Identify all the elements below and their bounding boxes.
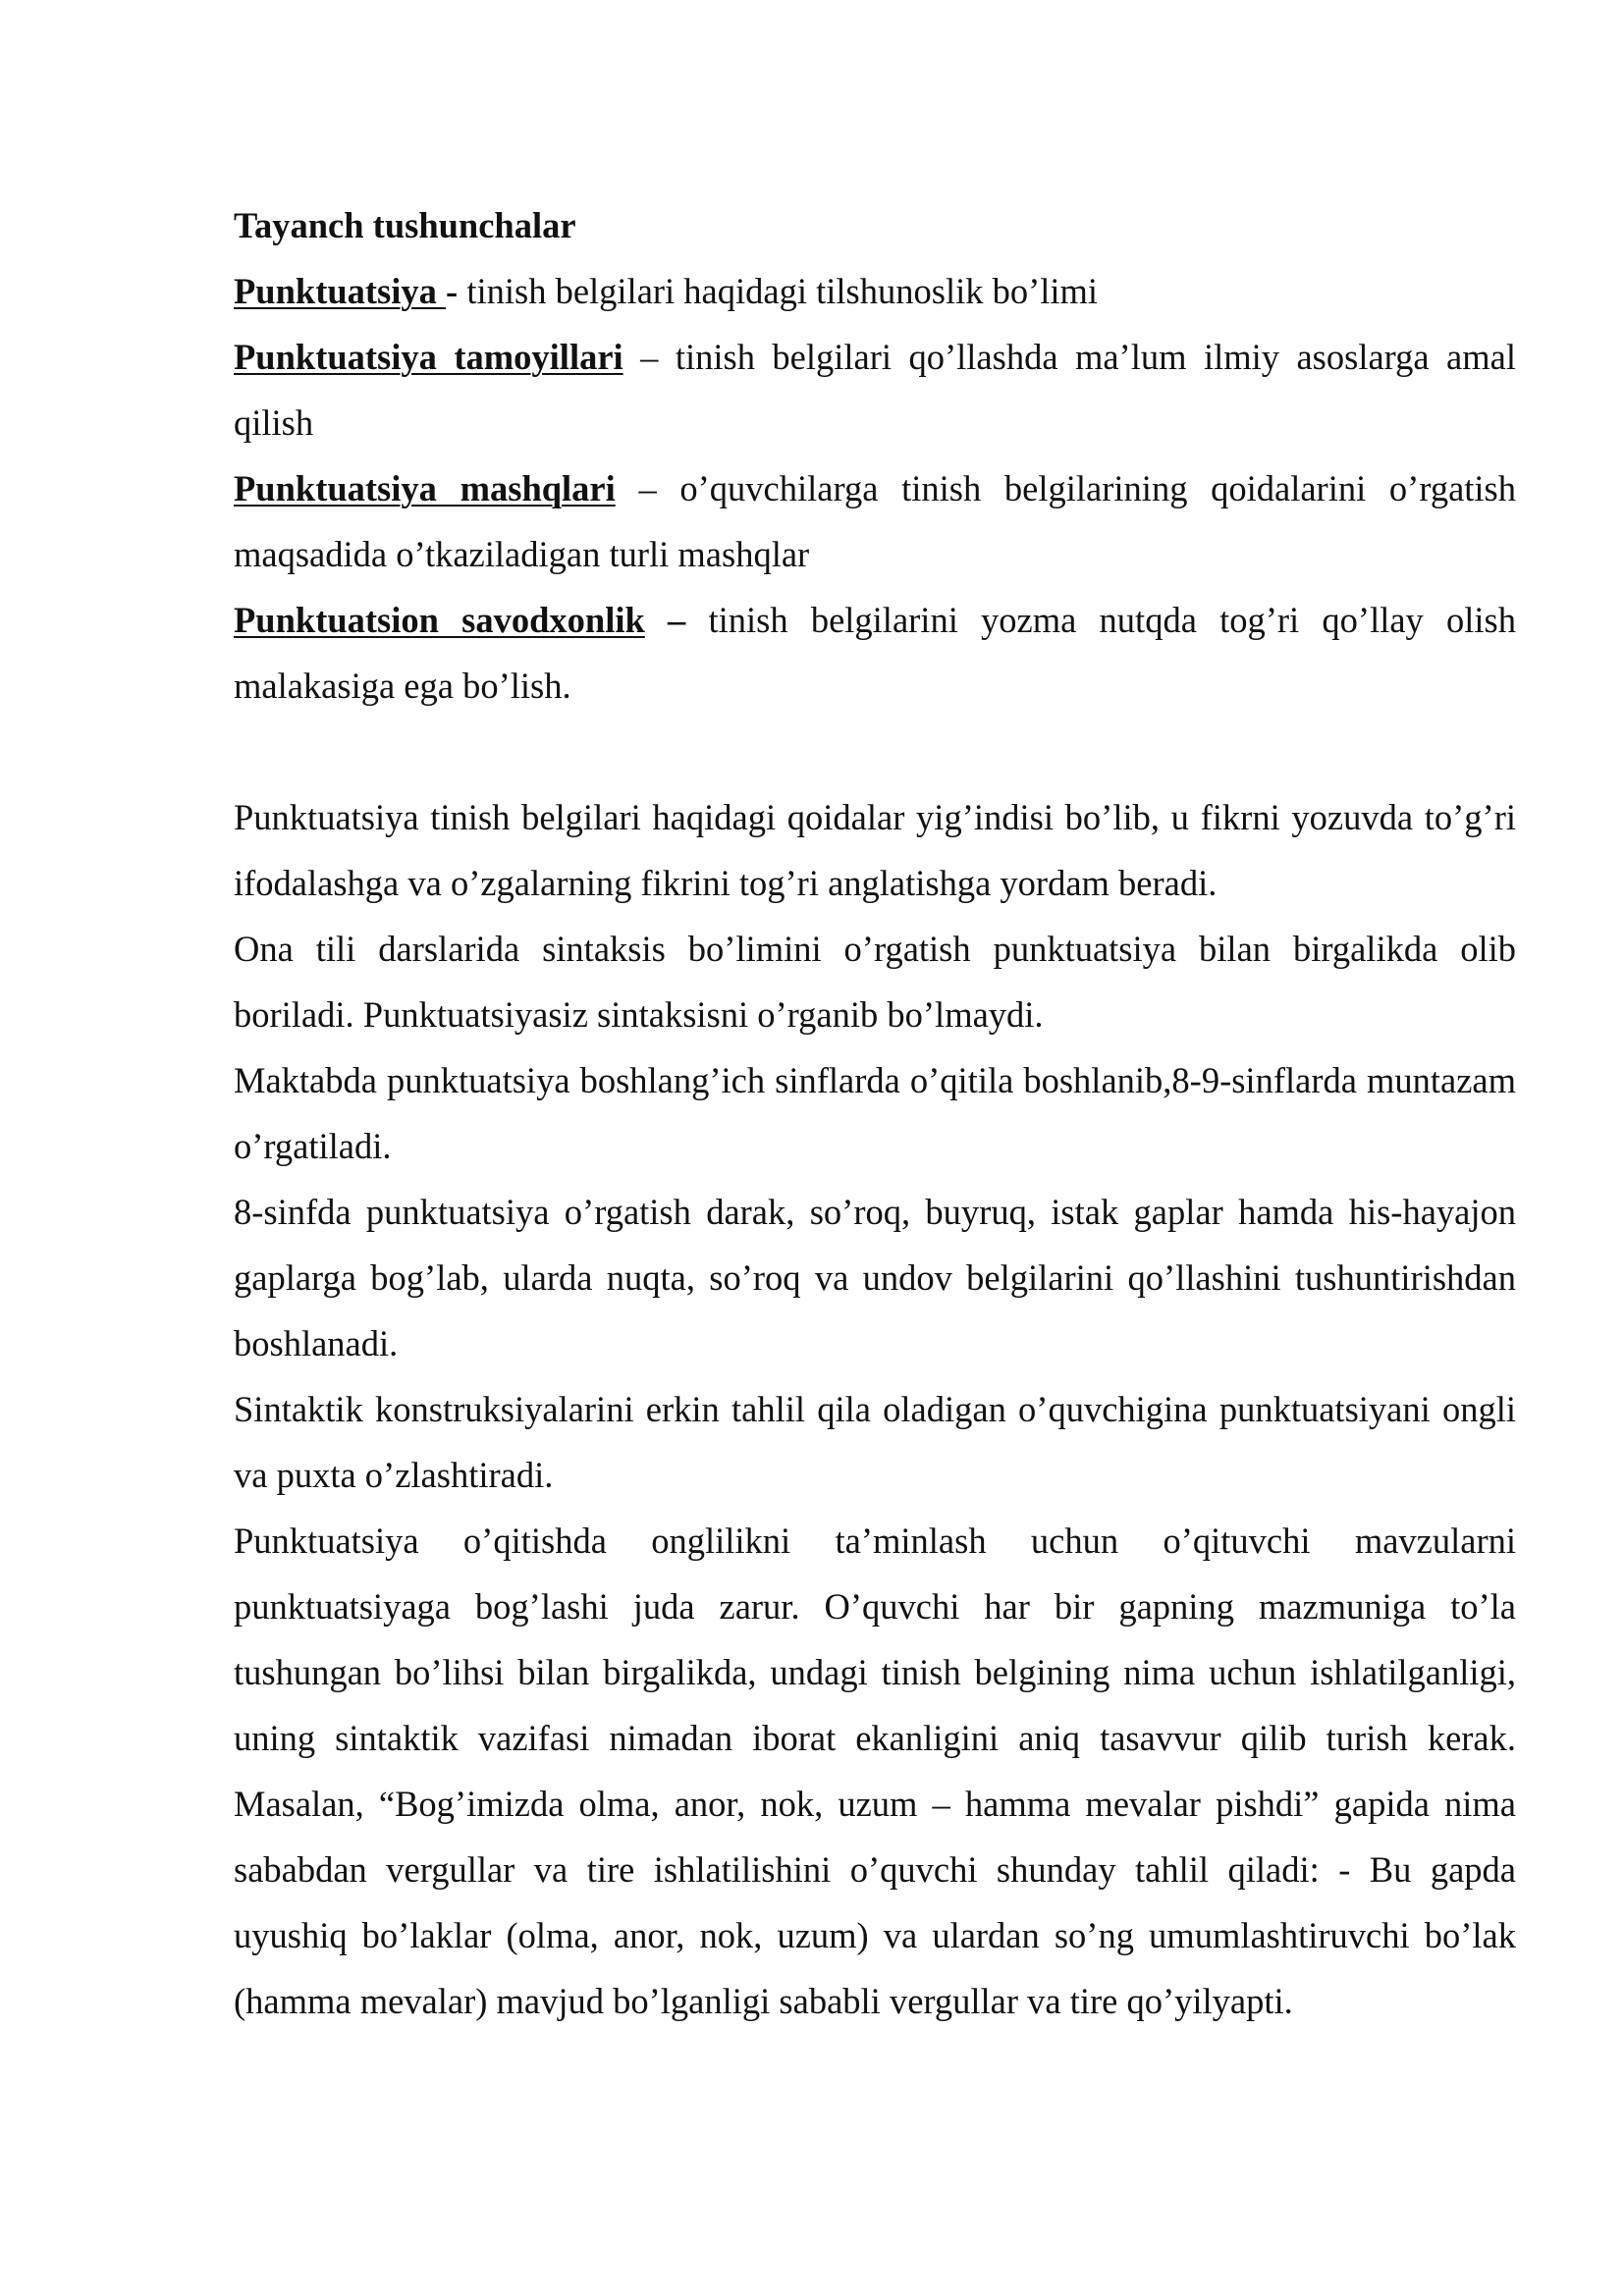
term-1-separator: - [446, 271, 467, 311]
term-4-separator: – [644, 600, 709, 640]
definition-3: o’quvchilarga tinish belgilarining qoidalarini o’rgatish maqsadida o’tkaziladigan turli mashqlar [234, 468, 1517, 574]
body-paragraph-2: Ona tili darslarida sintaksis bo’limini o’rgatish punktuatsiya bilan birgalikda olib boriladi. Punktuatsiyasiz sintaksisni o’rganib bo’lmaydi. [234, 929, 1516, 1035]
definition-2: tinish belgilari qo’llashda ma’lum ilmiy asoslarga amal qilish [234, 337, 1516, 443]
term-2-separator: – [623, 337, 676, 377]
term-3: Punktuatsiya mashqlari [234, 468, 616, 508]
document-page [234, 192, 1516, 2034]
term-3-separator: – [615, 468, 680, 508]
term-definition-4 [234, 587, 1516, 719]
body-paragraph-1: Punktuatsiya tinish belgilari haqidagi qoidalar yig’indisi bo’lib, u fikrni yozuvda to’g’ri ifodalashga va o’zgalarning fikrini tog’ri anglatishga yordam beradi. [234, 797, 1516, 903]
body-paragraph-5: Sintaktik konstruksiyalarini erkin tahlil qila oladigan o’quvchigina punktuatsiyani ongli va puxta o’zlashtiradi. [234, 1389, 1516, 1495]
term-definition-1 [234, 258, 1516, 324]
section-heading: Tayanch tushunchalar [234, 205, 576, 245]
body-paragraph-6: Punktuatsiya o’qitishda onglilikni ta’minlash uchun o’qituvchi mavzularni punktuatsiyaga bog’lashi juda zarur. O’quvchi har bir gapning mazmuniga to’la tushungan bo’lihsi bilan birgalikda, undagi tinish belgining nima uchun ishlatilganligi, uning sintaktik vazifasi nimadan iborat ekanligini aniq tasavvur qilib turish kerak. Masalan, “Bog’imizda olma, anor, nok, uzum – hamma mevalar pishdi” gapida nima sababdan vergullar va tire ishlatilishini o’quvchi shunday tahlil qiladi: - Bu gapda uyushiq bo’laklar (olma, anor, nok, uzum) va ulardan so’ng umumlashtiruvchi bo’lak (hamma mevalar) mavjud bo’lganligi sababli vergullar va tire qo’yilyapti. [234, 1521, 1516, 2021]
body-paragraph-4: 8-sinfda punktuatsiya o’rgatish darak, so’roq, buyruq, istak gaplar hamda his-hayajon gaplarga bog’lab, ularda nuqta, so’roq va undov belgilarini qo’llashini tushuntirishdan boshlanadi. [234, 1192, 1516, 1363]
term-definition-3 [234, 455, 1516, 587]
term-1: Punktuatsiya [234, 271, 447, 311]
term-definition-2 [234, 324, 1516, 455]
term-4: Punktuatsion savodxonlik [234, 600, 645, 640]
body-paragraph-3: Maktabda punktuatsiya boshlang’ich sinflarda o’qitila boshlanib,8-9-sinflarda muntazam o’rgatiladi. [234, 1060, 1516, 1166]
term-2: Punktuatsiya tamoyillari [234, 337, 623, 377]
paragraph-spacer [234, 719, 1516, 784]
definition-4: tinish belgilarini yozma nutqda tog’ri qo’llay olish malakasiga ega bo’lish. [234, 600, 1516, 706]
definition-1: tinish belgilari haqidagi tilshunoslik bo’limi [466, 271, 1099, 311]
